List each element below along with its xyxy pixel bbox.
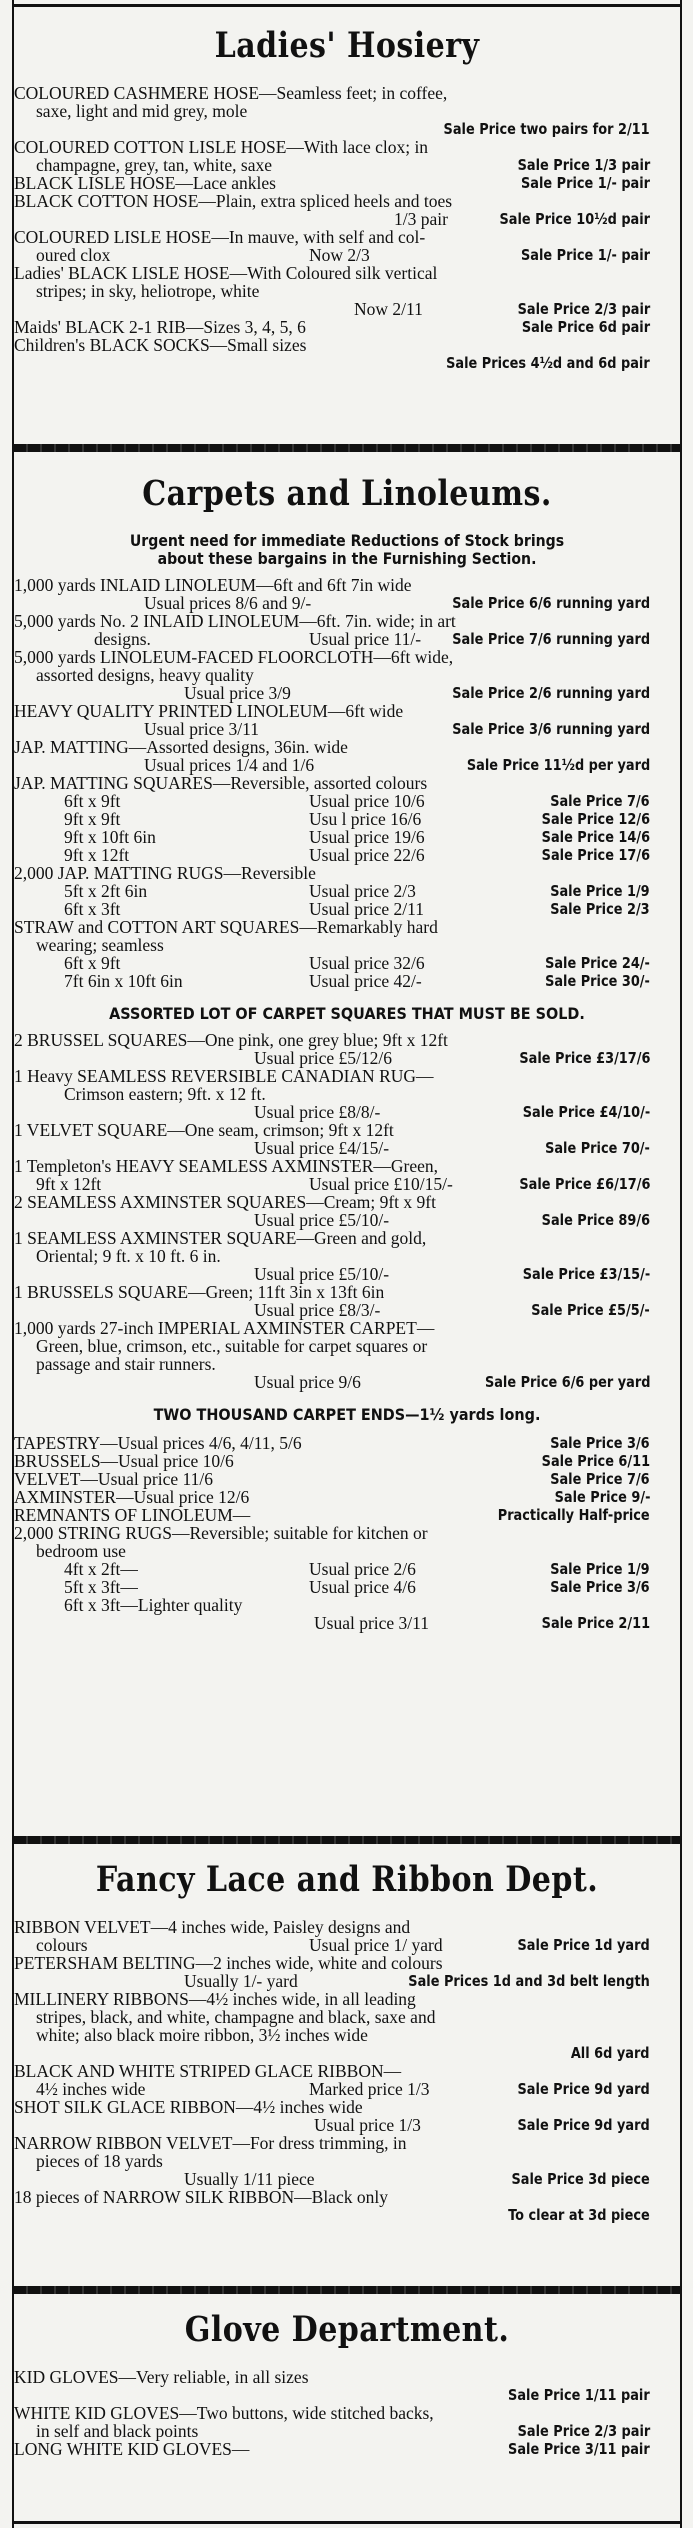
item-text: passage and stair runners.: [36, 1354, 216, 1374]
sale-price: Sale Price 2/6 running yard: [452, 684, 650, 702]
sale-price: Sale Price £4/10/-: [522, 1103, 650, 1121]
band-carpet-ends: TWO THOUSAND CARPET ENDS—1½ yards long.: [153, 1405, 541, 1424]
list-item: [14, 1283, 680, 1301]
list-item: [14, 1373, 680, 1391]
item-text: STRAW and COTTON ART SQUARES—Remarkably hard: [14, 917, 438, 937]
sale-price: Sale Price 2/3 pair: [517, 300, 650, 318]
item-text: 2,000 JAP. MATTING RUGS—Reversible: [14, 863, 316, 883]
list-item: [14, 1488, 680, 1506]
usual-price: Usual price 10/6: [309, 791, 425, 811]
list-item: [14, 2062, 680, 2080]
sale-price: Sale Price 70/-: [545, 1139, 650, 1157]
sale-price: Sale Price 7/6: [550, 1470, 650, 1488]
list-item: [14, 1954, 680, 1972]
list-item: [14, 1337, 680, 1355]
list-item: [14, 684, 680, 702]
list-item: [14, 210, 680, 228]
heading-lace: Fancy Lace and Ribbon Dept.: [95, 1859, 599, 1900]
list-item: [14, 756, 680, 774]
sale-price: Sale Price 1/9: [550, 1560, 650, 1578]
item-text: 18 pieces of NARROW SILK RIBBON—Black only: [14, 2187, 388, 2207]
list-item: [14, 2170, 680, 2188]
sale-price: Sale Price 11½d per yard: [466, 756, 650, 774]
list-item: [14, 900, 680, 918]
item-text: MILLINERY RIBBONS—4½ inches wide, in all leading: [14, 1989, 416, 2009]
item-text: SHOT SILK GLACE RIBBON—4½ inches wide: [14, 2097, 363, 2117]
sale-price: Sale Price 30/-: [545, 972, 650, 990]
list-item: [14, 102, 680, 120]
item-text: Usual price £5/12/6: [254, 1048, 393, 1068]
list-item: [14, 2386, 680, 2404]
list-item: [14, 1229, 680, 1247]
list-item: [14, 1049, 680, 1067]
item-text: BLACK AND WHITE STRIPED GLACE RIBBON—: [14, 2061, 402, 2081]
item-text: LONG WHITE KID GLOVES—: [14, 2439, 250, 2459]
usual-price: Usual price 11/-: [309, 629, 422, 649]
list-item: [14, 1470, 680, 1488]
item-text: REMNANTS OF LINOLEUM—: [14, 1505, 251, 1525]
list-item: [14, 192, 680, 210]
item-text: WHITE KID GLOVES—Two buttons, wide stitched backs,: [14, 2403, 434, 2423]
item-text: 1,000 yards 27-inch IMPERIAL AXMINSTER CARPET—: [14, 1318, 435, 1338]
list-item: [14, 1139, 680, 1157]
list-item: [14, 1434, 680, 1452]
sale-price: Sale Price 2/11: [541, 1614, 650, 1632]
item-text: 4½ inches wide: [36, 2079, 146, 2099]
sale-price: Sale Price 3/11 pair: [508, 2440, 650, 2458]
sale-price: Sale Price 3d piece: [511, 2170, 650, 2188]
list-item: [14, 354, 680, 372]
sale-price: Sale Price 6/6 per yard: [484, 1373, 650, 1391]
item-text: 5ft x 2ft 6in: [64, 881, 148, 901]
item-text: BLACK COTTON HOSE—Plain, extra spliced heels and toes: [14, 191, 453, 211]
item-text: 1/3 pair: [394, 209, 448, 229]
list-item: [14, 666, 680, 684]
item-text: 1 Templeton's HEAVY SEAMLESS AXMINSTER—Green,: [14, 1156, 439, 1176]
list-item: [14, 846, 680, 864]
list-item: [14, 828, 680, 846]
carpets-list: [14, 576, 680, 990]
list-item: [14, 1542, 680, 1560]
item-text: NARROW RIBBON VELVET—For dress trimming, in: [14, 2133, 407, 2153]
item-text: bedroom use: [36, 1541, 126, 1561]
list-item: [14, 612, 680, 630]
list-item: [14, 2116, 680, 2134]
list-item: [14, 2152, 680, 2170]
usual-price: Usual price 22/6: [309, 845, 425, 865]
usual-price: Usual price 32/6: [309, 953, 425, 973]
list-item: [14, 1301, 680, 1319]
item-text: TAPESTRY—Usual prices 4/6, 4/11, 5/6: [14, 1433, 302, 1453]
item-text: designs.: [94, 629, 151, 649]
list-item: [14, 2098, 680, 2116]
sale-price: Sale Price 12/6: [541, 810, 650, 828]
item-text: 4ft x 2ft—: [64, 1559, 138, 1579]
sale-price: To clear at 3d piece: [508, 2206, 650, 2224]
list-item: [14, 1936, 680, 1954]
sale-price: Sale Price 6/11: [541, 1452, 650, 1470]
carpet-squares-list: [14, 1031, 680, 1391]
list-item: [14, 228, 680, 246]
item-text: 9ft x 12ft: [64, 845, 130, 865]
list-item: [14, 1506, 680, 1524]
lace-list: [14, 1918, 680, 2224]
heading-carpets: Carpets and Linoleums.: [142, 473, 552, 514]
list-item: [14, 2008, 680, 2026]
usual-price: Marked price 1/3: [309, 2079, 430, 2099]
list-item: [14, 2422, 680, 2440]
item-text: Usual price £5/10/-: [254, 1264, 390, 1284]
carpets-lead: Urgent need for immediate Reductions of Stock brings about these bargains in the Furnishing Section.: [129, 531, 565, 568]
sale-price: Practically Half-price: [498, 1506, 650, 1524]
item-text: Ladies' BLACK LISLE HOSE—With Coloured silk vertical: [14, 263, 438, 283]
item-text: Children's BLACK SOCKS—Small sizes: [14, 335, 307, 355]
sale-price: Sale Price 3/6 running yard: [452, 720, 650, 738]
list-item: [14, 174, 680, 192]
list-item: [14, 2080, 680, 2098]
item-text: Usual prices 8/6 and 9/-: [144, 593, 312, 613]
item-text: Maids' BLACK 2-1 RIB—Sizes 3, 4, 5, 6: [14, 317, 306, 337]
item-text: Crimson eastern; 9ft. x 12 ft.: [64, 1084, 266, 1104]
list-item: [14, 300, 680, 318]
list-item: [14, 1560, 680, 1578]
item-text: 9ft x 10ft 6in: [64, 827, 156, 847]
list-item: [14, 792, 680, 810]
list-item: [14, 1578, 680, 1596]
item-text: 1 VELVET SQUARE—One seam, crimson; 9ft x 12ft: [14, 1120, 394, 1140]
sale-price: Sale Prices 4½d and 6d pair: [446, 354, 650, 372]
list-item: [14, 972, 680, 990]
list-item: [14, 810, 680, 828]
list-item: [14, 2134, 680, 2152]
list-item: [14, 2026, 680, 2044]
list-item: [14, 1524, 680, 1542]
sale-price: Sale Prices 1d and 3d belt length: [408, 1972, 650, 1990]
item-text: 5,000 yards LINOLEUM-FACED FLOORCLOTH—6ft wide,: [14, 647, 454, 667]
list-item: [14, 120, 680, 138]
item-text: oured clox: [36, 245, 111, 265]
band-assorted: ASSORTED LOT OF CARPET SQUARES THAT MUST BE SOLD.: [109, 1004, 585, 1023]
item-text: 9ft x 12ft: [36, 1174, 102, 1194]
list-item: [14, 84, 680, 102]
item-text: VELVET—Usual price 11/6: [14, 1469, 213, 1489]
sale-price: Sale Price two pairs for 2/11: [443, 120, 650, 138]
list-item: [14, 2206, 680, 2224]
list-item: [14, 1103, 680, 1121]
sale-price: Sale Price 9/-: [554, 1488, 650, 1506]
item-text: COLOURED COTTON LISLE HOSE—With lace clox; in: [14, 137, 429, 157]
sale-price: Sale Price 9d yard: [517, 2116, 650, 2134]
heading-hosiery: Ladies' Hosiery: [214, 25, 480, 66]
list-item: [14, 2044, 680, 2062]
list-item: [14, 1596, 680, 1614]
item-text: 6ft x 3ft: [64, 899, 121, 919]
item-text: 9ft x 9ft: [64, 809, 121, 829]
item-text: pieces of 18 yards: [36, 2151, 163, 2171]
sale-price: Sale Price 7/6: [550, 792, 650, 810]
section-hosiery: [14, 22, 680, 372]
item-text: wearing; seamless: [36, 935, 164, 955]
list-item: [14, 702, 680, 720]
list-item: [14, 1452, 680, 1470]
sale-price: Sale Price 1/- pair: [520, 174, 650, 192]
item-text: AXMINSTER—Usual price 12/6: [14, 1487, 250, 1507]
section-divider: [14, 2286, 680, 2294]
list-item: [14, 720, 680, 738]
section-divider: [14, 1836, 680, 1844]
usual-price: Usual price £10/15/-: [309, 1174, 453, 1194]
sale-price: Sale Price 14/6: [541, 828, 650, 846]
item-text: Now 2/11: [354, 299, 423, 319]
sale-price: Sale Price £6/17/6: [518, 1175, 650, 1193]
list-item: [14, 1193, 680, 1211]
item-text: Usual prices 1/4 and 1/6: [144, 755, 315, 775]
bottom-rule: [14, 2521, 680, 2524]
list-item: [14, 1031, 680, 1049]
sale-price: Sale Price 2/3: [550, 900, 650, 918]
sale-price: Sale Price £5/5/-: [531, 1301, 650, 1319]
item-text: Usual price 3/11: [144, 719, 260, 739]
item-text: JAP. MATTING SQUARES—Reversible, assorted colours: [14, 773, 428, 793]
item-text: 1 Heavy SEAMLESS REVERSIBLE CANADIAN RUG—: [14, 1066, 434, 1086]
list-item: [14, 576, 680, 594]
sale-price: Sale Price 1/- pair: [520, 246, 650, 264]
item-text: white; also black moire ribbon, 3½ inches wide: [36, 2025, 368, 2045]
advert-column: [12, 0, 682, 2528]
list-item: [14, 1247, 680, 1265]
usual-price: Usu l price 16/6: [309, 809, 422, 829]
sale-price: Sale Price 17/6: [541, 846, 650, 864]
list-item: [14, 156, 680, 174]
usual-price: Now 2/3: [309, 245, 370, 265]
item-text: Usually 1/11 piece: [184, 2169, 315, 2189]
section-carpets: [14, 470, 680, 1632]
list-item: [14, 1211, 680, 1229]
sale-price: Sale Price £3/15/-: [522, 1265, 650, 1283]
section-lace: [14, 1856, 680, 2224]
list-item: [14, 2440, 680, 2458]
section-gloves: [14, 2306, 680, 2458]
item-text: COLOURED CASHMERE HOSE—Seamless feet; in coffee,: [14, 83, 448, 103]
item-text: stripes, black, and white, champagne and black, saxe and: [36, 2007, 436, 2027]
list-item: [14, 246, 680, 264]
list-item: [14, 1067, 680, 1085]
gloves-list: [14, 2368, 680, 2458]
list-item: [14, 1990, 680, 2008]
item-text: 1,000 yards INLAID LINOLEUM—6ft and 6ft 7in wide: [14, 575, 412, 595]
sale-price: Sale Price 3/6: [550, 1578, 650, 1596]
list-item: [14, 1614, 680, 1632]
item-text: Usual price 1/3: [314, 2115, 421, 2135]
list-item: [14, 630, 680, 648]
item-text: stripes; in sky, heliotrope, white: [36, 281, 260, 301]
sale-price: Sale Price 24/-: [545, 954, 650, 972]
sale-price: Sale Price 1/9: [550, 882, 650, 900]
usual-price: Usual price 2/3: [309, 881, 416, 901]
item-text: BLACK LISLE HOSE—Lace ankles: [14, 173, 276, 193]
list-item: [14, 738, 680, 756]
sale-price: Sale Price 1/3 pair: [517, 156, 650, 174]
item-text: COLOURED LISLE HOSE—In mauve, with self and col-: [14, 227, 426, 247]
list-item: [14, 648, 680, 666]
sale-price: Sale Price 1d yard: [517, 1936, 650, 1954]
item-text: Usual price 9/6: [254, 1372, 361, 1392]
item-text: Usual price £5/10/-: [254, 1210, 390, 1230]
list-item: [14, 936, 680, 954]
list-item: [14, 2368, 680, 2386]
sale-price: Sale Price 3/6: [550, 1434, 650, 1452]
item-text: Usual price £8/3/-: [254, 1300, 381, 1320]
list-item: [14, 1175, 680, 1193]
list-item: [14, 318, 680, 336]
usual-price: Usual price 4/6: [309, 1577, 416, 1597]
heading-gloves: Glove Department.: [184, 2309, 510, 2350]
list-item: [14, 864, 680, 882]
usual-price: Usual price 1/ yard: [309, 1935, 443, 1955]
sale-price: Sale Price 9d yard: [517, 2080, 650, 2098]
sale-price: Sale Price 2/3 pair: [517, 2422, 650, 2440]
item-text: JAP. MATTING—Assorted designs, 36in. wide: [14, 737, 348, 757]
carpet-ends-list: [14, 1434, 680, 1632]
list-item: [14, 2188, 680, 2206]
item-text: 1 BRUSSELS SQUARE—Green; 11ft 3in x 13ft 6in: [14, 1282, 385, 1302]
list-item: [14, 954, 680, 972]
item-text: 1 SEAMLESS AXMINSTER SQUARE—Green and gold,: [14, 1228, 427, 1248]
usual-price: Usual price 2/6: [309, 1559, 416, 1579]
list-item: [14, 282, 680, 300]
list-item: [14, 1085, 680, 1103]
item-text: 6ft x 9ft: [64, 791, 121, 811]
sale-price: Sale Price 10½d pair: [499, 210, 650, 228]
item-text: 2,000 STRING RUGS—Reversible; suitable for kitchen or: [14, 1523, 428, 1543]
item-text: Oriental; 9 ft. x 10 ft. 6 in.: [36, 1246, 221, 1266]
sale-price: Sale Price 6d pair: [521, 318, 650, 336]
list-item: [14, 1157, 680, 1175]
item-text: saxe, light and mid grey, mole: [36, 101, 248, 121]
item-text: Usual price 3/9: [184, 683, 291, 703]
list-item: [14, 882, 680, 900]
item-text: Usual price £8/8/-: [254, 1102, 381, 1122]
sale-price: All 6d yard: [571, 2044, 650, 2062]
item-text: Green, blue, crimson, etc., suitable for carpet squares or: [36, 1336, 428, 1356]
item-text: 7ft 6in x 10ft 6in: [64, 971, 183, 991]
item-text: 2 SEAMLESS AXMINSTER SQUARES—Cream; 9ft x 9ft: [14, 1192, 436, 1212]
item-text: 5,000 yards No. 2 INLAID LINOLEUM—6ft. 7in. wide; in art: [14, 611, 456, 631]
list-item: [14, 918, 680, 936]
list-item: [14, 336, 680, 354]
list-item: [14, 1319, 680, 1337]
item-text: HEAVY QUALITY PRINTED LINOLEUM—6ft wide: [14, 701, 404, 721]
usual-price: Usual price 2/11: [309, 899, 425, 919]
item-text: PETERSHAM BELTING—2 inches wide, white and colours: [14, 1953, 443, 1973]
sale-price: Sale Price £3/17/6: [518, 1049, 650, 1067]
list-item: [14, 594, 680, 612]
sale-price: Sale Price 1/11 pair: [508, 2386, 650, 2404]
item-text: BRUSSELS—Usual price 10/6: [14, 1451, 234, 1471]
list-item: [14, 264, 680, 282]
usual-price: Usual price 42/-: [309, 971, 422, 991]
list-item: [14, 1972, 680, 1990]
sale-price: Sale Price 7/6 running yard: [452, 630, 650, 648]
list-item: [14, 1121, 680, 1139]
top-rule: [14, 4, 680, 7]
item-text: Usually 1/- yard: [184, 1971, 298, 1991]
usual-price: Usual price 19/6: [309, 827, 425, 847]
item-text: KID GLOVES—Very reliable, in all sizes: [14, 2367, 309, 2387]
item-text: colours: [36, 1935, 88, 1955]
item-text: in self and black points: [36, 2421, 199, 2441]
list-item: [14, 1265, 680, 1283]
sale-price: Sale Price 6/6 running yard: [452, 594, 650, 612]
list-item: [14, 2404, 680, 2422]
item-text: RIBBON VELVET—4 inches wide, Paisley designs and: [14, 1917, 411, 1937]
list-item: [14, 1355, 680, 1373]
item-text: 5ft x 3ft—: [64, 1577, 138, 1597]
section-divider: [14, 444, 680, 452]
item-text: 6ft x 3ft—Lighter quality: [64, 1595, 243, 1615]
item-text: Usual price 3/11: [314, 1613, 430, 1633]
item-text: 2 BRUSSEL SQUARES—One pink, one grey blue; 9ft x 12ft: [14, 1030, 448, 1050]
item-text: Usual price £4/15/-: [254, 1138, 390, 1158]
list-item: [14, 1918, 680, 1936]
item-text: assorted designs, heavy quality: [36, 665, 254, 685]
sale-price: Sale Price 89/6: [541, 1211, 650, 1229]
list-item: [14, 138, 680, 156]
hosiery-list: [14, 84, 680, 372]
item-text: 6ft x 9ft: [64, 953, 121, 973]
item-text: champagne, grey, tan, white, saxe: [36, 155, 272, 175]
list-item: [14, 774, 680, 792]
